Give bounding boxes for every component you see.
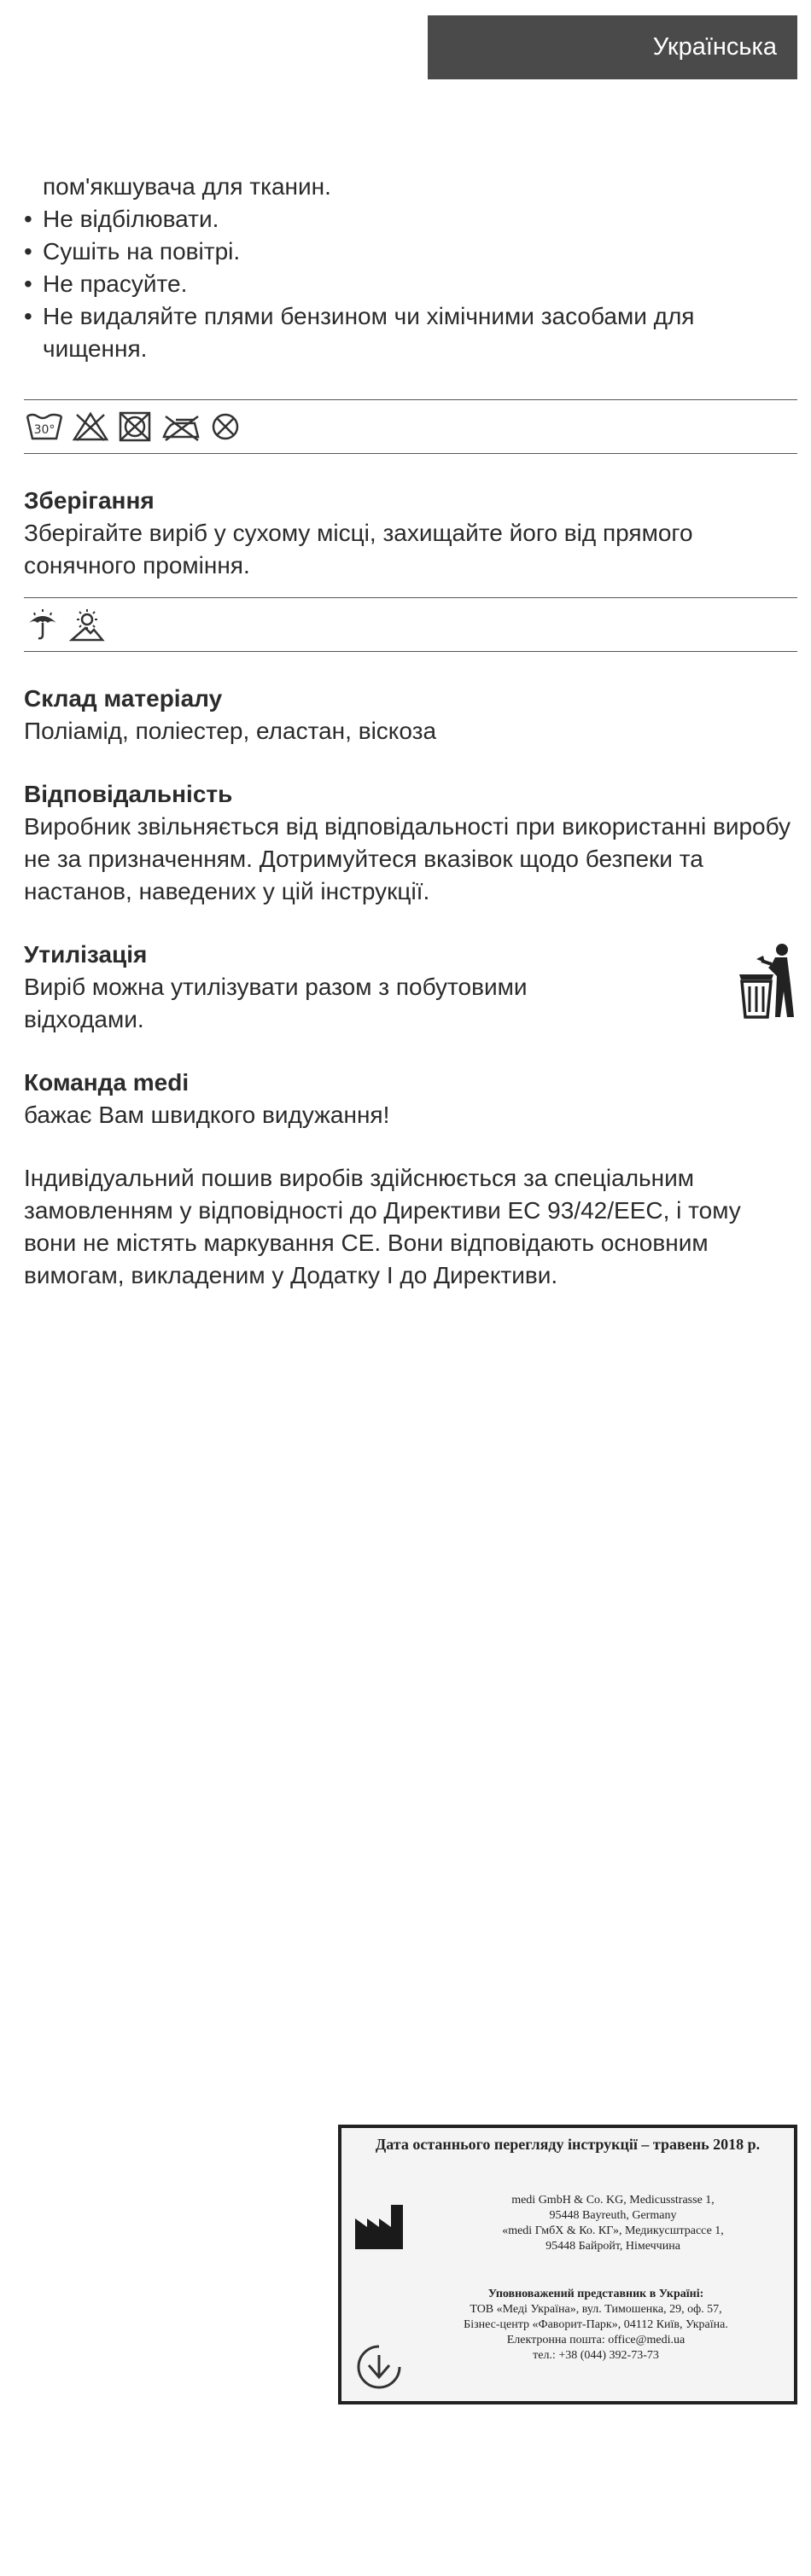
label-title: Дата останнього перегляду інструкції – травень 2018 р. [375, 2136, 761, 2153]
liability-text: Виробник звільняється від відповідальності при використанні виробу не за призначенням. Дотримуйтеся вказівок щодо безпеки та настанов, наведених у цій інструкції. [24, 813, 791, 904]
divider [24, 453, 797, 454]
instructions-content [24, 171, 797, 1292]
team-section [24, 1067, 797, 1131]
label-representative-line: тел.: +38 (044) 392-73-73 [533, 2349, 659, 2362]
label-manufacturer-line: «medi ГмбХ & Ко. КГ», Медикусштрассе 1, [502, 2224, 724, 2237]
disposal-text: Виріб можна утилізувати разом з побутовими відходами. [24, 974, 528, 1032]
label-manufacturer-line: 95448 Bayreuth, Germany [549, 2209, 677, 2222]
team-heading: Команда medi [24, 1069, 190, 1096]
label-manufacturer-line: 95448 Байройт, Німеччина [546, 2240, 680, 2253]
label-representative-block [410, 2287, 782, 2364]
care-item: • Не видаляйте плями бензином чи хімічними засобами для [24, 300, 797, 333]
liability-section [24, 778, 797, 908]
manufacturer-label [338, 2125, 797, 2404]
label-manufacturer-line: medi GmbH & Co. KG, Medicusstrasse 1, [511, 2194, 715, 2207]
no-bleach-icon [72, 411, 109, 442]
liability-heading: Відповідальність [24, 781, 233, 807]
material-text: Поліамід, поліестер, еластан, віскоза [24, 718, 437, 744]
label-representative-line: Електронна пошта: office@medi.ua [506, 2334, 686, 2346]
ukraine-conformity-mark-icon [353, 2341, 405, 2393]
material-heading: Склад матеріалу [24, 685, 223, 712]
care-item: • Сушіть на повітрі. [24, 236, 797, 268]
language-tab [428, 15, 797, 79]
label-representative-line: Уповноважений представник в Україні: [487, 2288, 704, 2300]
divider [24, 651, 797, 652]
wash-30-icon [26, 411, 63, 442]
storage-section [24, 485, 797, 582]
label-manufacturer-block [444, 2193, 782, 2254]
care-item: • Не відбілювати. [24, 203, 797, 236]
no-dry-clean-icon [210, 411, 241, 442]
waste-bin-icon [738, 942, 797, 1021]
care-item-continued: пом'якшувача для тканин. [43, 173, 331, 200]
keep-from-sunlight-icon [68, 608, 106, 642]
care-item-continued: чищення. [43, 335, 148, 362]
no-tumble-dry-icon [118, 411, 152, 442]
label-representative-line: Бізнес-центр «Фаворит-Парк», 04112 Київ, Україна. [464, 2318, 728, 2331]
svg-text:30°: 30° [33, 423, 55, 437]
no-iron-icon [160, 411, 201, 442]
storage-symbols-row [24, 598, 797, 651]
care-list [24, 171, 797, 365]
language-tab-label: Українська [652, 33, 777, 61]
care-symbols-row [24, 400, 797, 453]
label-representative-line: ТОВ «Меді Україна», вул. Тимошенка, 29, оф. 57, [470, 2303, 722, 2316]
care-item: • Не прасуйте. [24, 268, 797, 300]
custom-note-text: Індивідуальний пошив виробів здійснюється за спеціальним замовленням у відповідності до Директиви ЕС 93/42/EEC, і тому вони не містять маркування СЕ. Вони відповідають основним вимогам, викладеним у Додатку І до Директиви. [24, 1165, 741, 1288]
disposal-heading: Утилізація [24, 941, 148, 968]
custom-note-section [24, 1162, 797, 1292]
keep-dry-icon [26, 608, 60, 642]
manufacturer-icon [353, 2201, 410, 2251]
storage-text: Зберігайте виріб у сухому місці, захищайте його від прямого сонячного проміння. [24, 520, 693, 579]
team-text: бажає Вам швидкого видужання! [24, 1102, 390, 1128]
material-section [24, 683, 797, 747]
storage-heading: Зберігання [24, 487, 155, 514]
disposal-section [24, 939, 797, 1036]
